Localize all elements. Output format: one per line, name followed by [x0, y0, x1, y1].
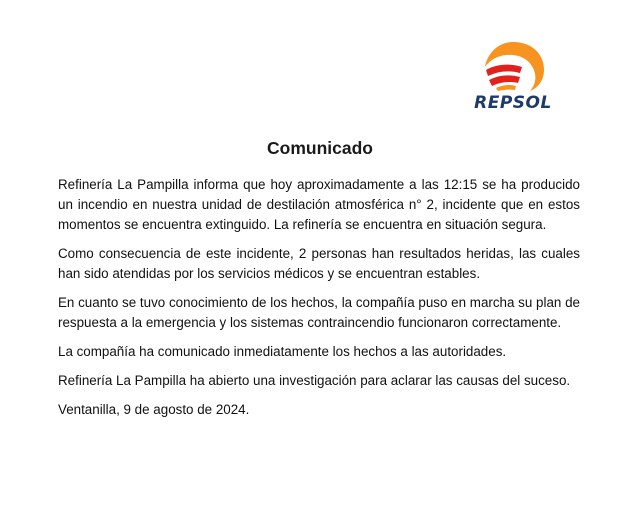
repsol-wordmark: REPSOL	[474, 93, 552, 113]
document-body	[58, 175, 580, 429]
document-title: Comunicado	[267, 138, 373, 158]
date-line: Ventanilla, 9 de agosto de 2024.	[58, 402, 250, 417]
paragraph-authorities: La compañía ha comunicado inmediatamente los hechos a las autoridades.	[58, 344, 507, 359]
paragraph-injuries: Como consecuencia de este incidente, 2 personas han resultados heridas, las cuales han sido atendidas por los servicios médicos y se encuentran estables.	[58, 246, 580, 281]
paragraph-response: En cuanto se tuvo conocimiento de los hechos, la compañía puso en marcha su plan de respuesta a la emergencia y los sistemas contraincendio funcionaron correctamente.	[58, 295, 580, 330]
paragraph-investigation: Refinería La Pampilla ha abierto una investigación para aclarar las causas del suceso.	[58, 373, 571, 388]
repsol-logo	[466, 40, 560, 114]
repsol-logo-icon	[480, 40, 546, 92]
paragraph-incident: Refinería La Pampilla informa que hoy aproximadamente a las 12:15 se ha producido un incendio en nuestra unidad de destilación atmosférica n° 2, incidente que en estos momentos se encuentra extinguido. La refinería se encuentra en situación segura.	[58, 177, 580, 232]
